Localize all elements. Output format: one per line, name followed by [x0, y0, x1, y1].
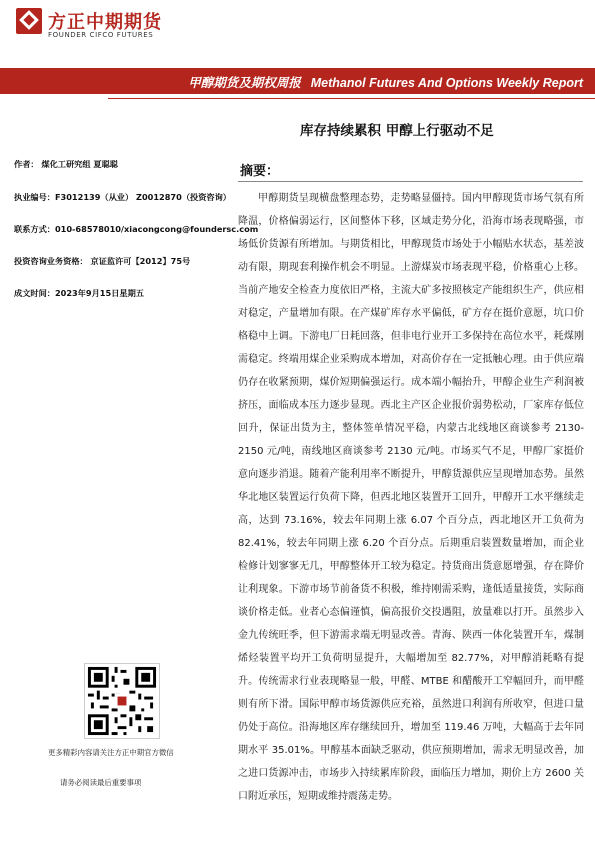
- report-header-bar: [0, 68, 595, 94]
- qr-caption: 更多精彩内容请关注方正中期官方微信: [48, 748, 174, 757]
- header-divider: [108, 98, 595, 99]
- qualification-line: 投资咨询业务资格： 京证监许可【2012】75号: [14, 256, 191, 266]
- summary-body: 甲醇期货呈现横盘整理态势，走势略显僵持。国内甲醇现货市场气氛有所降温，价格偏弱运行，区间整体下移，区域走势分化，沿海市场表现略强，市场低价货源有所增加。与期货相比，甲醇现货市场处于小幅贴水状态，基差波动有限，期现套利操作机会不明显。上游煤炭市场表现平稳，价格重心上移。当前产地安全检查力度依旧严格，主流大矿多按照核定产能组织生产，供应相对稳定，产量增加有限。在产煤矿库存水平偏低，矿方存在挺价意愿，坑口价格稳中上调。下游电厂日耗回落，但非电行业开工多保持在高位水平，耗煤刚需稳定。终端用煤企业采购成本增加，对高价存在一定抵触心理。由于供应端仍存在收紧预期，煤价短期偏强运行。成本端小幅抬升，甲醇企业生产利润被挤压，面临成本压力逐步显现。西北主产区企业报价弱势松动，厂家库存低位回升，保证出货为主，整体签单情况平稳，内蒙古北线地区商谈参考 2130-2150 元/吨，南线地区商谈参考 2130 元/吨。市场买气不足，甲醇厂家挺价意向逐步消退。随着产能利用率不断提升，甲醇货源供应呈现增加态势。虽然华北地区装置运行负荷下降，但西北地区装置开工回升，甲醇开工水平继续走高，达到 73.16%，较去年同期上涨 6.07 个百分点，西北地区开工负荷为 82.41%，较去年同期上涨 6.20 个百分点。后期重启装置数量增加，而企业检修计划寥寥无几，甲醇整体开工较为稳定。持货商出货意愿增强，存在降价让利现象。下游市场节前备货不积极，维持刚需采购，逢低适量接货，实际商谈价格走低。业者心态偏谨慎，偏高报价交投遇阻，放量难以打开。虽然步入金九传统旺季，但下游需求端无明显改善。青海、陕西一体化装置开车，煤制烯烃装置平均开工负荷明显提升，大幅增加至 82.77%，对甲醇消耗略有提升。传统需求行业表现略显一般，甲醛、MTBE 和醋酸开工窄幅回升，而甲醛则有所下滑。国际甲醇市场货源供应充裕，虽然进口利润有所收窄，但进口量仍处于高位。沿海地区库存继续回升，增加至 119.46 万吨，大幅高于去年同期水平 35.01%。甲醇基本面缺乏驱动，供应预期增加，需求无明显改善，加之进口货源冲击，市场步入持续累库阶段，面临压力增加，期价上方 2600 关口附近承压，短期或维持震荡走势。: [238, 193, 584, 802]
- summary-divider: [238, 181, 583, 182]
- logo-icon: [16, 8, 42, 34]
- summary-heading: 摘要：: [240, 164, 280, 179]
- logo-name-en: FOUNDER CIFCO FUTURES: [48, 31, 154, 39]
- license-line: 执业编号：F3012139（从业） Z0012870（投资咨询）: [14, 192, 231, 202]
- logo-name-cn: 方正中期期货: [48, 12, 162, 33]
- wechat-qr-code: [84, 663, 160, 739]
- series-title-cn: 甲醇期货及期权周报: [188, 75, 301, 90]
- report-series-title: [188, 73, 583, 91]
- report-title: 库存持续累积 甲醇上行驱动不足: [300, 123, 494, 139]
- disclaimer-note: 请务必阅读最后重要事项: [60, 778, 142, 787]
- author-line: 作者： 煤化工研究组 夏聪聪: [14, 159, 118, 169]
- contact-line: 联系方式：010-68578010/xiacongcong@foundersc.com: [14, 224, 259, 234]
- company-logo: [16, 6, 196, 42]
- qr-code-icon: [85, 664, 159, 738]
- series-title-en: Methanol Futures And Options Weekly Report: [310, 76, 583, 90]
- date-line: 成文时间：2023年9月15日星期五: [14, 288, 144, 298]
